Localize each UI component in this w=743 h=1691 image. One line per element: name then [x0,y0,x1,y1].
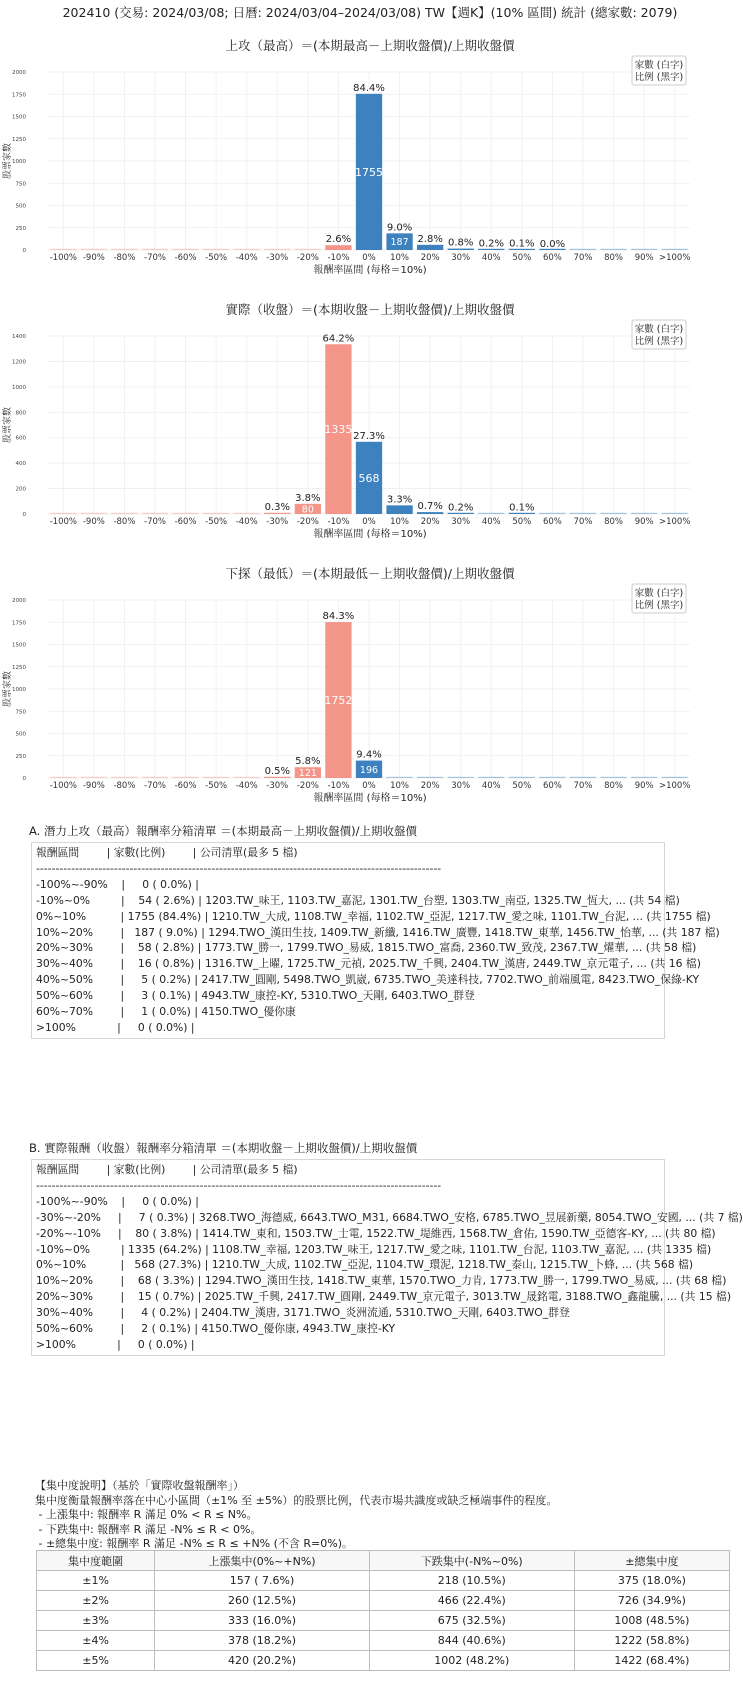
list-row: -20%~-10% | 80 ( 3.8%) | 1414.TW_東和, 1503.TW_士電, 1522.TW_堤維西, 1568.TW_倉佑, 1590.TW_亞德客-KY, ... (共 80 檔) [36,1226,716,1240]
bar [448,777,474,778]
list-row: 60%~70% | 1 ( 0.0%) | 4150.TWO_優你康 [36,1005,296,1019]
bar [203,777,229,778]
x-tick-label: -50% [205,253,228,263]
bar [264,249,290,250]
legend-line: 家數 (白字) [634,324,684,335]
bar [50,513,76,514]
x-tick-label: -20% [296,253,319,263]
bar-count-label: 568 [358,471,380,485]
chart-title: 實際（收盤）＝(本期收盤－上期收盤價)/上期收盤價 [225,302,515,317]
x-tick-label: -30% [266,517,289,527]
x-tick-label: 30% [451,781,471,791]
bar-percent-label: 84.3% [322,611,355,623]
x-tick-label: 80% [604,517,624,527]
chart-legend [632,320,686,349]
y-tick-label: 0 [22,248,26,254]
bar [295,249,321,250]
x-tick-label: -90% [82,517,105,527]
table-cell: 726 (34.9%) [574,1591,729,1611]
legend-line: 比例 (黑字) [634,600,684,611]
x-tick-label: -10% [327,517,350,527]
x-tick-label: 40% [481,781,501,791]
y-tick-label: 0 [22,776,26,782]
y-tick-label: 250 [15,753,26,760]
x-tick-label: 60% [542,781,562,791]
table-cell: 260 (12.5%) [155,1591,370,1611]
x-tick-label: 90% [634,253,654,263]
x-tick-label: 90% [634,517,654,527]
bar [203,249,229,250]
y-tick-label: 1400 [12,334,26,340]
bar [111,777,137,778]
bar-percent-label: 0.2% [478,238,504,250]
x-tick-label: 20% [420,781,440,791]
table-cell: 218 (10.5%) [369,1571,574,1591]
bar [142,777,168,778]
x-tick-label: -40% [235,517,258,527]
x-tick-label: -30% [266,253,289,263]
y-tick-label: 1000 [12,687,26,693]
bar [448,249,474,250]
y-tick-label: 1500 [12,642,26,649]
table-cell: 375 (18.0%) [574,1571,729,1591]
x-tick-label: -80% [113,517,136,527]
x-tick-label: -30% [266,781,289,791]
list-divider: -------------------------------------------------------------------------------------------------------- [36,1178,442,1192]
table-row [37,1571,730,1591]
x-tick-label: 0% [362,253,376,263]
x-tick-label: -50% [205,781,228,791]
bar [662,513,688,514]
bar [172,513,198,514]
concentration-notes [35,1479,557,1552]
x-tick-label: 90% [634,781,654,791]
bar [662,249,688,250]
y-tick-label: 1000 [12,384,26,391]
bar [234,249,260,250]
list-divider: -------------------------------------------------------------------------------------------------------- [36,861,442,875]
list-row: >100% | 0 ( 0.0%) | [36,1337,195,1351]
y-axis-label: 股票家數 [3,406,13,444]
x-tick-label: 30% [451,517,471,527]
x-tick-label: 70% [573,517,593,527]
bar-percent-label: 3.8% [295,492,321,504]
legend-line: 家數 (白字) [634,588,684,599]
x-tick-label: 10% [390,517,410,527]
bar [142,513,168,514]
x-tick-label: >100% [658,781,691,791]
bar [539,777,565,778]
bar-count-label: 80 [301,504,314,516]
bar [111,513,137,514]
bar-percent-label: 0.3% [264,502,290,514]
legend-line: 比例 (黑字) [634,336,684,347]
bar [478,513,504,514]
table-cell: 157 ( 7.6%) [155,1571,370,1591]
bar-count-label: 1752 [324,694,353,708]
bar [203,513,229,514]
bar-percent-label: 84.4% [353,82,385,94]
bar [142,249,168,250]
x-tick-label: -70% [144,253,166,263]
x-tick-label: 30% [451,253,471,263]
bar-percent-label: 0.0% [539,238,566,250]
table-cell: 466 (22.4%) [369,1591,574,1611]
y-tick-label: 200 [15,486,26,493]
table-cell: 1422 (68.4%) [574,1651,729,1671]
bar-count-label: 1755 [355,165,383,179]
y-tick-label: 750 [15,709,26,716]
bar [631,249,657,250]
x-tick-label: -80% [113,253,136,263]
list-row: -10%~0% | 54 ( 2.6%) | 1203.TW_味王, 1103.TW_嘉泥, 1301.TW_台塑, 1303.TW_南亞, 1325.TW_恆大, ... (共 54 檔) [36,893,680,907]
bar [50,249,76,250]
y-tick-label: 2000 [12,70,26,76]
bar [386,777,412,778]
x-tick-label: -70% [144,781,166,791]
table-cell: 1222 (58.8%) [574,1631,729,1651]
x-tick-label: 60% [542,517,562,527]
bar-percent-label: 0.8% [448,237,474,249]
bar-percent-label: 0.2% [448,502,474,514]
chart-legend [632,584,686,613]
bar-percent-label: 0.1% [509,238,535,250]
x-tick-label: 0% [362,781,376,791]
table-row [37,1591,730,1611]
x-axis-label: 報酬率區間 (每格＝10%) [313,265,427,276]
bar [325,245,351,250]
x-tick-label: -40% [235,253,258,263]
bar [631,777,657,778]
table-cell: 420 (20.2%) [155,1651,370,1671]
x-tick-label: -10% [327,781,350,791]
bar [631,513,657,514]
bar [417,777,443,778]
bar-count-label: 196 [359,764,379,776]
x-tick-label: 50% [512,253,532,263]
bar-count-label: 121 [298,768,317,780]
bar [81,513,107,514]
x-axis-label: 報酬率區間 (每格＝10%) [313,793,427,804]
bar-percent-label: 5.8% [295,756,321,768]
x-tick-label: -100% [49,253,77,263]
bar [417,512,443,514]
bar [386,505,412,514]
list-row: 50%~60% | 3 ( 0.1%) | 4943.TW_康控-KY, 5310.TWO_天剛, 6403.TWO_群登 [36,989,475,1003]
y-tick-label: 400 [15,461,26,468]
section-a-list [31,842,720,1039]
chart-title: 下探（最低）＝(本期最低－上期收盤價)/上期收盤價 [225,566,515,581]
concentration-header-row [37,1551,730,1571]
list-row: 40%~50% | 5 ( 0.2%) | 2417.TW_圓剛, 5498.TWO_凱崴, 6735.TWO_美達科技, 7702.TWO_前端風電, 8423.TWO_保綠-KY [36,973,700,987]
x-tick-label: -90% [82,253,105,263]
note-line: - 下跌集中: 報酬率 R 滿足 -N% ≤ R < 0%。 [35,1522,262,1536]
y-axis-label: 股票家數 [3,670,13,708]
notes-heading: 【集中度說明】（基於「實際收盤報酬率」） [35,1479,244,1492]
table-cell: ±2% [37,1591,155,1611]
bar [81,249,107,250]
bar-count-label: 187 [390,237,409,249]
x-tick-label: 80% [604,781,624,791]
table-cell: ±5% [37,1651,155,1671]
x-tick-label: -50% [205,517,228,527]
table-cell: ±3% [37,1611,155,1631]
list-row: 10%~20% | 68 ( 3.3%) | 1294.TWO_漢田生技, 1418.TW_東華, 1570.TWO_力肯, 1773.TW_勝一, 1799.TWO_易威, ... (共 68 檔) [36,1274,727,1288]
bar-count-label: 1335 [324,423,353,437]
x-tick-label: 40% [481,517,501,527]
y-tick-label: 800 [15,410,26,417]
table-row [37,1631,730,1651]
list-row: 20%~30% | 15 ( 0.7%) | 2025.TW_千興, 2417.TW_圓剛, 2449.TW_京元電子, 3013.TW_晟銘電, 3188.TWO_鑫龍騰, ... (共 15 檔) [36,1290,732,1304]
x-tick-label: -10% [327,253,350,263]
table-row [37,1611,730,1631]
list-row: -100%~-90% | 0 ( 0.0%) | [36,877,199,891]
table-cell: ±1% [37,1571,155,1591]
section-b-list [31,1159,743,1356]
y-axis-label: 股票家數 [3,142,13,180]
bar-percent-label: 0.5% [264,766,290,778]
legend-line: 家數 (白字) [634,60,684,71]
x-tick-label: -90% [82,781,105,791]
x-tick-label: -80% [113,781,136,791]
x-tick-label: 70% [573,253,593,263]
x-tick-label: -70% [144,517,166,527]
bar [478,777,504,778]
bar [509,777,535,778]
note-line: 集中度衡量報酬率落在中心小區間（±1% 至 ±5%）的股票比例，代表市場共識度或缺乏極端事件的程度。 [35,1493,558,1507]
list-row: 0%~10% | 1755 (84.4%) | 1210.TW_大成, 1108.TW_幸福, 1102.TW_亞泥, 1217.TW_愛之味, 1101.TW_台泥, ... (共 1755 檔) [36,909,711,923]
bar-percent-label: 2.6% [325,234,352,246]
x-tick-label: -60% [174,253,197,263]
list-row: 30%~40% | 4 ( 0.2%) | 2404.TW_漢唐, 3171.TWO_炎洲流通, 5310.TWO_天剛, 6403.TWO_群登 [36,1306,570,1320]
x-tick-label: -20% [296,517,319,527]
bar [570,777,596,778]
list-header: 報酬區間 | 家數(比例) | 公司清單(最多 5 檔) [36,846,298,859]
chart-title: 上攻（最高）＝(本期最高－上期收盤價)/上期收盤價 [225,38,515,53]
column-header: 上漲集中(0%~+N%) [155,1551,370,1571]
list-row: 0%~10% | 568 (27.3%) | 1210.TW_大成, 1102.TW_亞泥, 1104.TW_環泥, 1218.TW_泰山, 1215.TW_卜蜂, ... (共 568 檔) [36,1258,694,1272]
bar [234,513,260,514]
x-tick-label: 70% [573,781,593,791]
x-tick-label: 10% [390,781,410,791]
x-tick-label: 20% [420,253,440,263]
x-tick-label: -20% [296,781,319,791]
bar [234,777,260,778]
y-tick-label: 1750 [12,92,26,99]
y-tick-label: 1250 [12,664,26,671]
column-header: 集中度範圍 [37,1551,155,1571]
x-tick-label: 20% [420,517,440,527]
y-tick-label: 500 [15,731,26,738]
list-row: 30%~40% | 16 ( 0.8%) | 1316.TW_上曜, 1725.TW_元禎, 2025.TW_千興, 2404.TW_漢唐, 2449.TW_京元電子, ... (共 16 檔) [36,957,701,971]
y-tick-label: 500 [15,203,26,210]
x-tick-label: 40% [481,253,501,263]
bar [172,777,198,778]
bar [600,777,626,778]
x-tick-label: -40% [235,781,258,791]
y-tick-label: 250 [15,225,26,232]
note-line: - ±總集中度: 報酬率 R 滿足 -N% ≤ R ≤ +N% (不含 R=0%)。 [35,1537,354,1551]
section-a-title: A. 潛力上攻（最高）報酬率分箱清單 ＝(本期最高－上期收盤價)/上期收盤價 [29,824,417,838]
y-tick-label: 750 [15,181,26,188]
y-tick-label: 0 [22,512,26,518]
list-row: -100%~-90% | 0 ( 0.0%) | [36,1194,199,1208]
table-cell: 844 (40.6%) [369,1631,574,1651]
bar [600,249,626,250]
list-row: 20%~30% | 58 ( 2.8%) | 1773.TW_勝一, 1799.TWO_易威, 1815.TWO_富喬, 2360.TW_致茂, 2367.TW_燿華, ... (共 58 檔) [36,941,697,955]
upside-high-chart [0,38,740,288]
table-cell: 333 (16.0%) [155,1611,370,1631]
bar [570,249,596,250]
bar [172,249,198,250]
x-axis-label: 報酬率區間 (每格＝10%) [313,529,427,540]
bar-percent-label: 9.4% [356,749,382,761]
downside-low-chart [0,566,740,816]
column-header: ±總集中度 [574,1551,729,1571]
x-tick-label: -60% [174,517,197,527]
chart-legend [632,56,686,85]
x-tick-label: 50% [512,781,532,791]
list-row: >100% | 0 ( 0.0%) | [36,1020,195,1034]
actual-close-chart [0,302,740,552]
bar-percent-label: 0.7% [417,501,443,513]
x-tick-label: 0% [362,517,376,527]
bar-percent-label: 2.8% [417,233,443,245]
x-tick-label: -100% [49,781,77,791]
note-line: - 上漲集中: 報酬率 R 滿足 0% < R ≤ N%。 [35,1508,258,1522]
x-tick-label: -60% [174,781,197,791]
y-tick-label: 1250 [12,136,26,143]
section-b-title: B. 實際報酬（收盤）報酬率分箱清單 ＝(本期收盤－上期收盤價)/上期收盤價 [29,1141,418,1155]
x-tick-label: 10% [390,253,410,263]
bar [539,513,565,514]
concentration-table [36,1550,730,1671]
y-tick-label: 2000 [12,598,26,604]
column-header: 下跌集中(-N%~0%) [369,1551,574,1571]
list-row: 50%~60% | 2 ( 0.1%) | 4150.TWO_優你康, 4943.TW_康控-KY [36,1322,396,1336]
y-tick-label: 1200 [12,359,26,366]
bar [111,249,137,250]
x-tick-label: -100% [49,517,77,527]
table-cell: 1002 (48.2%) [369,1651,574,1671]
list-row: 10%~20% | 187 ( 9.0%) | 1294.TWO_漢田生技, 1409.TW_新纖, 1416.TW_廣豐, 1418.TW_東華, 1456.TW_怡華, ... (共 187 檔) [36,925,720,939]
table-cell: 675 (32.5%) [369,1611,574,1631]
bar [417,245,443,250]
list-row: -10%~0% | 1335 (64.2%) | 1108.TW_幸福, 1203.TW_味王, 1217.TW_愛之味, 1101.TW_台泥, 1103.TW_嘉泥, ... (共 1335 檔) [36,1242,712,1256]
bar-percent-label: 64.2% [322,333,355,345]
table-cell: ±4% [37,1631,155,1651]
y-tick-label: 1000 [12,159,26,165]
bar [662,777,688,778]
list-header: 報酬區間 | 家數(比例) | 公司清單(最多 5 檔) [36,1163,298,1176]
bar [570,513,596,514]
bar-percent-label: 3.3% [386,494,413,506]
table-cell: 1008 (48.5%) [574,1611,729,1631]
table-row [37,1651,730,1671]
page-title: 202410 (交易: 2024/03/08; 日曆: 2024/03/04–2024/03/08) TW【週K】(10% 區間) 統計 (總家數: 2079) [62,5,678,20]
bar-percent-label: 9.0% [386,222,413,234]
x-tick-label: 60% [542,253,562,263]
bar [600,513,626,514]
x-tick-label: 50% [512,517,532,527]
bar [81,777,107,778]
bar-percent-label: 0.1% [509,502,535,514]
y-tick-label: 1500 [12,114,26,121]
list-row: -30%~-20% | 7 ( 0.3%) | 3268.TWO_海德威, 6643.TWO_M31, 6684.TWO_安格, 6785.TWO_昱展新藥, 8054.TWO_安國, ... (共 7 檔) [36,1210,743,1224]
table-cell: 378 (18.2%) [155,1631,370,1651]
bar [50,777,76,778]
y-tick-label: 600 [15,435,26,442]
x-tick-label: 80% [604,253,624,263]
x-tick-label: >100% [658,517,691,527]
bar-percent-label: 27.3% [353,430,385,442]
y-tick-label: 1750 [12,620,26,627]
x-tick-label: >100% [658,253,691,263]
legend-line: 比例 (黑字) [634,72,684,83]
